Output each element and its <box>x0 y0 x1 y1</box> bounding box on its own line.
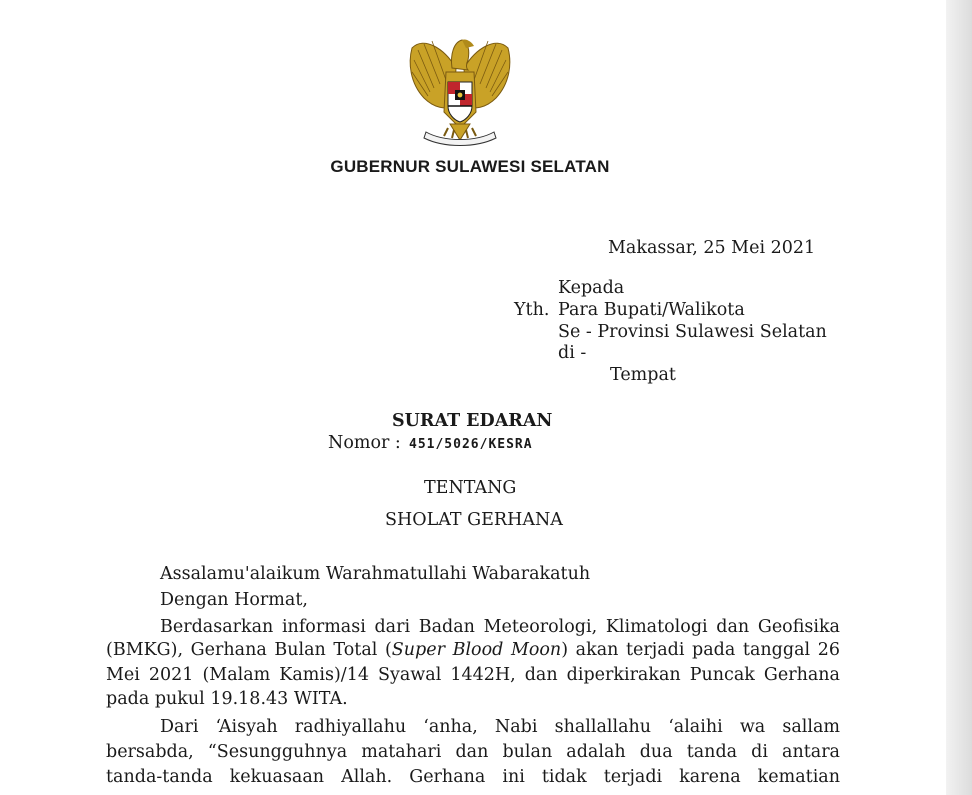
salutation: Dengan Hormat, <box>160 590 308 610</box>
letter-number-value: 451/5026/KESRA <box>409 437 533 452</box>
paragraph-1-line-4: pada pukul 19.18.43 WITA. <box>106 689 348 709</box>
paragraph-2-line-3: tanda-tanda kekuasaan Allah. Gerhana ini tidak terjadi karena kematian <box>106 767 840 787</box>
letterhead-title: GUBERNUR SULAWESI SELATAN <box>330 157 610 176</box>
address-yth: Yth. <box>514 300 550 320</box>
subject: SHOLAT GERHANA <box>385 510 563 530</box>
about-label: TENTANG <box>424 478 517 498</box>
paragraph-1-line-2: (BMKG), Gerhana Bulan Total (Super Blood Moon) akan terjadi pada tanggal 26 <box>106 640 840 660</box>
page-edge-shadow <box>946 0 972 795</box>
address-region: Se - Provinsi Sulawesi Selatan <box>558 322 827 342</box>
paragraph-2-line-2: bersabda, “Sesungguhnya matahari dan bulan adalah dua tanda di antara <box>106 742 840 762</box>
place-date: Makassar, 25 Mei 2021 <box>608 238 816 258</box>
address-kepada: Kepada <box>558 278 625 298</box>
garuda-emblem <box>404 28 516 150</box>
paragraph-1-line-3: Mei 2021 (Malam Kamis)/14 Syawal 1442H, dan diperkirakan Puncak Gerhana <box>106 665 840 685</box>
letter-number-label: Nomor : <box>328 433 401 453</box>
address-recipient: Para Bupati/Walikota <box>558 300 745 320</box>
paragraph-2-line-1: Dari ‘Aisyah radhiyallahu ‘anha, Nabi shallallahu ‘alaihi wa sallam <box>160 717 840 737</box>
greeting: Assalamu'alaikum Warahmatullahi Wabarakatuh <box>160 564 591 584</box>
address-di: di - <box>558 343 587 363</box>
letter-title: SURAT EDARAN <box>392 411 553 431</box>
paragraph-1-line-1: Berdasarkan informasi dari Badan Meteorologi, Klimatologi dan Geofisika <box>160 617 840 637</box>
address-tempat: Tempat <box>610 365 676 385</box>
